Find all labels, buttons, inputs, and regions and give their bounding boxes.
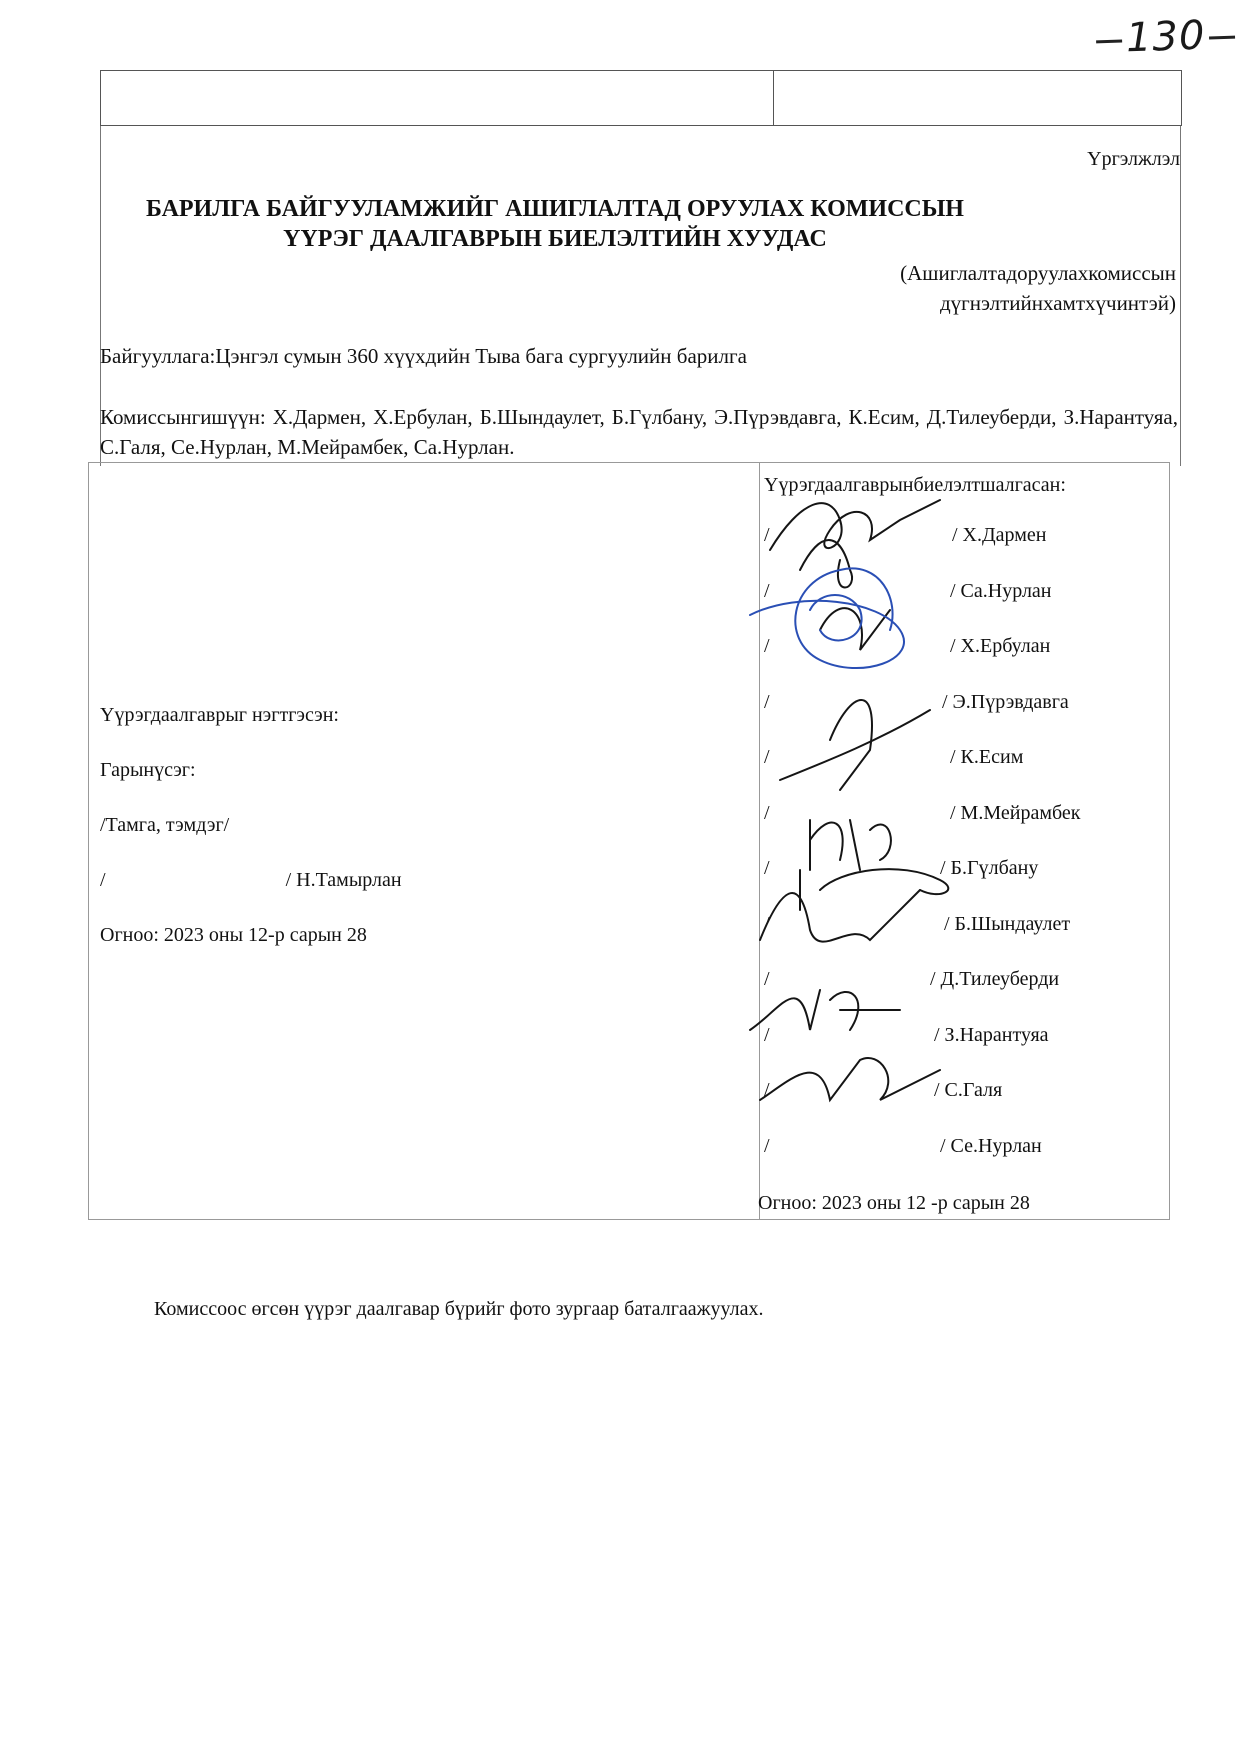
signer-slash: / bbox=[764, 690, 770, 713]
signer-name: / З.Нарантуяа bbox=[934, 1023, 1049, 1046]
signer-name: / К.Есим bbox=[950, 746, 1024, 768]
signer-name: / Се.Нурлан bbox=[940, 1134, 1042, 1157]
header-table-divider bbox=[773, 71, 774, 125]
signer-slash: / bbox=[764, 801, 770, 824]
title-line-1: БАРИЛГА БАЙГУУЛАМЖИЙГ АШИГЛАЛТАД ОРУУЛАХ КОМИССЫН bbox=[146, 196, 964, 222]
signer-name: / С.Галя bbox=[934, 1079, 1003, 1101]
organization-line: Байгууллага:Цэнгэл сумын 360 хүүхдийн Тыва бага сургуулийн барилга bbox=[100, 344, 747, 368]
assigner-date: Огноо: 2023 оны 12-р сарын 28 bbox=[100, 924, 367, 946]
signer-row bbox=[764, 667, 1164, 723]
signature-table-divider bbox=[759, 463, 760, 1219]
footer-note: Комиссоос өгсөн үүрэг даалгавар бүрийг фото зургаар баталгаажуулах. bbox=[154, 1298, 764, 1320]
checker-block bbox=[758, 470, 1164, 1214]
signer-slash: / bbox=[764, 912, 770, 935]
document-title bbox=[0, 194, 1240, 254]
signer-slash: / bbox=[764, 857, 770, 879]
checker-heading: Үүрэгдаалгаврынбиелэлтшалгасан: bbox=[764, 474, 1066, 496]
assigner-slash: / bbox=[100, 869, 106, 891]
signer-row bbox=[764, 944, 1164, 1000]
signer-name: / Са.Нурлан bbox=[950, 579, 1052, 602]
signer-row bbox=[764, 556, 1164, 612]
signer-row bbox=[764, 833, 1164, 889]
signer-row bbox=[764, 1111, 1164, 1167]
signature-label: Гарынүсэг: bbox=[100, 759, 196, 781]
signer-name: / М.Мейрамбек bbox=[950, 801, 1081, 824]
stamp-label: /Тамга, тэмдэг/ bbox=[100, 814, 230, 836]
continued-label: Үргэлжлэл bbox=[1087, 148, 1180, 170]
subtitle-line-2: дүгнэлтийнхамтхүчинтэй) bbox=[939, 291, 1176, 315]
commission-members: Комиссынгишүүн: Х.Дармен, Х.Ербулан, Б.Шындаулет, Б.Гүлбану, Э.Пүрэвдавга, К.Есим, Д.Тилеуберди, З.Нарантуяа, С.Галя, Се.Нурлан, М.Мейрамбек, Са.Нурлан. bbox=[100, 405, 1178, 459]
signer-row bbox=[764, 611, 1164, 667]
signer-name: / Д.Тилеуберди bbox=[930, 968, 1060, 990]
signer-name: / Х.Дармен bbox=[952, 524, 1047, 546]
signer-slash: / bbox=[764, 635, 770, 657]
signer-name: / Х.Ербулан bbox=[950, 635, 1051, 657]
signer-slash: / bbox=[764, 1079, 770, 1101]
signer-slash: / bbox=[764, 579, 770, 602]
header-table bbox=[100, 70, 1182, 126]
assigned-label: Үүрэгдаалгаврыг нэгтгэсэн: bbox=[100, 704, 339, 726]
page-number: 130 bbox=[1091, 11, 1240, 62]
signer-row bbox=[764, 1055, 1164, 1111]
signer-row bbox=[764, 778, 1164, 834]
frame-right-line bbox=[1180, 126, 1181, 466]
checker-date: Огноо: 2023 оны 12 -р сарын 28 bbox=[758, 1192, 1030, 1214]
assigner-block bbox=[100, 700, 402, 975]
signer-name: / Э.Пүрэвдавга bbox=[942, 690, 1069, 713]
signer-row bbox=[764, 889, 1164, 945]
signer-row bbox=[764, 1000, 1164, 1056]
subtitle-line-1: (Ашиглалтадоруулахкомиссын bbox=[900, 261, 1176, 285]
signer-row bbox=[764, 500, 1164, 556]
signer-slash: / bbox=[764, 968, 770, 990]
signer-name: / Б.Гүлбану bbox=[940, 857, 1039, 879]
assigner-name: / Н.Тамырлан bbox=[285, 869, 402, 891]
signer-name: / Б.Шындаулет bbox=[944, 912, 1071, 935]
signer-slash: / bbox=[764, 1023, 770, 1046]
signer-slash: / bbox=[764, 524, 770, 546]
signer-slash: / bbox=[764, 1134, 770, 1157]
signer-row bbox=[764, 722, 1164, 778]
title-line-2: ҮҮРЭГ ДААЛГАВРЫН БИЕЛЭЛТИЙН ХУУДАС bbox=[283, 226, 827, 252]
signer-slash: / bbox=[764, 746, 770, 768]
document-subtitle bbox=[900, 258, 1176, 318]
assigner-name-line bbox=[100, 865, 402, 895]
